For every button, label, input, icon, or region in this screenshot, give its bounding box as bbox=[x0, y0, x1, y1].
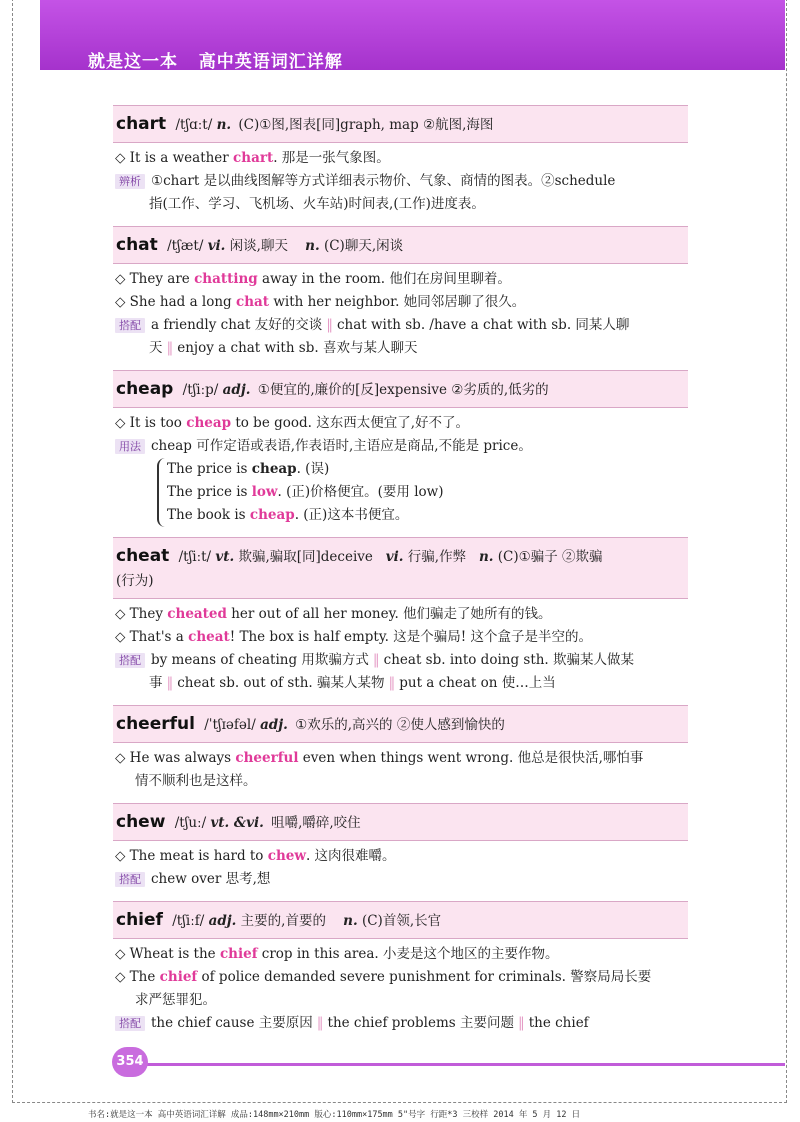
entry-header-chart bbox=[113, 105, 688, 143]
label-badge: 用法 bbox=[115, 439, 145, 454]
note: 搭配 by means of cheating 用欺骗方式 ‖ cheat sb. into doing sth. 欺骗某人做某 bbox=[113, 649, 688, 672]
entry-header-cheat: cheat /tʃiːt/ vt. 欺骗,骗取[同]deceive vi. 行骗,作弊 n. (C)①骗子 ②欺骗 (行为) bbox=[113, 537, 688, 599]
headword: chew bbox=[116, 812, 166, 832]
note-cont: 天 ‖ enjoy a chat with sb. 喜欢与某人聊天 bbox=[149, 340, 418, 356]
entry-header-chief: chief /tʃiːf/ adj. 主要的,首要的 n. (C)首领,长官 bbox=[113, 901, 688, 939]
example: ◇ It is a weather chart. 那是一张气象图。 bbox=[115, 150, 390, 166]
example-cont: 情不顺利也是这样。 bbox=[135, 773, 257, 789]
note: 搭配 the chief cause 主要原因 ‖ the chief problems 主要问题 ‖ the chief bbox=[113, 1012, 688, 1035]
dictionary-content bbox=[113, 105, 688, 1035]
phonetic: /tʃɑːt/ bbox=[175, 117, 213, 133]
book-title: 就是这一本 高中英语词汇详解 bbox=[88, 52, 343, 72]
headword: chief bbox=[116, 910, 163, 930]
entry-header-chew: chew /tʃuː/ vt. &vi. 咀嚼,嚼碎,咬住 bbox=[113, 803, 688, 841]
note: 用法 cheap 可作定语或表语,作表语时,主语应是商品,不能是 price。 bbox=[113, 435, 688, 458]
label-badge: 搭配 bbox=[115, 1016, 145, 1031]
example: ◇ It is too cheap to be good. 这东西太便宜了,好不了。 bbox=[115, 415, 470, 431]
usage-examples: The price is cheap. (误) The price is low. (正)价格便宜。(要用 low) The book is cheap. (正)这本书便宜。 bbox=[157, 458, 688, 527]
note: 辨析 ①chart 是以曲线图解等方式详细表示物价、气象、商情的图表。②schedule bbox=[113, 170, 688, 193]
label-badge: 搭配 bbox=[115, 318, 145, 333]
page-number: 354 bbox=[112, 1047, 148, 1077]
footer-rule bbox=[113, 1063, 785, 1066]
example: ◇ Wheat is the chief crop in this area. 小麦是这个地区的主要作物。 bbox=[115, 946, 559, 962]
example: ◇ They are chatting away in the room. 他们在房间里聊着。 bbox=[115, 271, 511, 287]
headword: chat bbox=[116, 235, 158, 255]
headword: cheerful bbox=[116, 714, 195, 734]
example-cont: 求严惩罪犯。 bbox=[135, 992, 216, 1008]
note-cont: 事 ‖ cheat sb. out of sth. 骗某人某物 ‖ put a cheat on 使…上当 bbox=[149, 675, 556, 691]
note-cont: 指(工作、学习、飞机场、火车站)时间表,(工作)进度表。 bbox=[149, 196, 485, 212]
part-of-speech: n. bbox=[216, 117, 232, 133]
example: ◇ They cheated her out of all her money. 他们骗走了她所有的钱。 bbox=[115, 606, 552, 622]
label-badge: 搭配 bbox=[115, 653, 145, 668]
example: ◇ The meat is hard to chew. 这肉很难嚼。 bbox=[115, 848, 396, 864]
example: ◇ The chief of police demanded severe punishment for criminals. 警察局局长要 bbox=[115, 969, 652, 985]
entry-header-cheap: cheap /tʃiːp/ adj. ①便宜的,廉价的[反]expensive ②劣质的,低劣的 bbox=[113, 370, 688, 408]
entry-header-cheerful: cheerful /ˈtʃɪəfəl/ adj. ①欢乐的,高兴的 ②使人感到愉快的 bbox=[113, 705, 688, 743]
entry-header-chat: chat /tʃæt/ vi. 闲谈,聊天 n. (C)聊天,闲谈 bbox=[113, 226, 688, 264]
label-badge: 搭配 bbox=[115, 872, 145, 887]
headword: chart bbox=[116, 114, 167, 134]
note: 搭配 a friendly chat 友好的交谈 ‖ chat with sb. /have a chat with sb. 同某人聊 bbox=[113, 314, 688, 337]
headword: cheap bbox=[116, 379, 174, 399]
label-badge: 辨析 bbox=[115, 174, 145, 189]
colophon: 书名:就是这一本 高中英语词汇详解 成品:148mm×210mm 版心:110mm×175mm 5"号字 行距*3 三校样 2014 年 5 月 12 日 bbox=[88, 1110, 581, 1120]
example: ◇ She had a long chat with her neighbor. 她同邻居聊了很久。 bbox=[115, 294, 526, 310]
note: 搭配 chew over 思考,想 bbox=[113, 868, 688, 891]
headword: cheat bbox=[116, 546, 170, 566]
definition: (C)①图,图表[同]graph, map ②航图,海图 bbox=[238, 117, 494, 133]
example: ◇ That's a cheat! The box is half empty. 这是个骗局! 这个盒子是半空的。 bbox=[115, 629, 592, 645]
example: ◇ He was always cheerful even when things went wrong. 他总是很快活,哪怕事 bbox=[115, 750, 644, 766]
